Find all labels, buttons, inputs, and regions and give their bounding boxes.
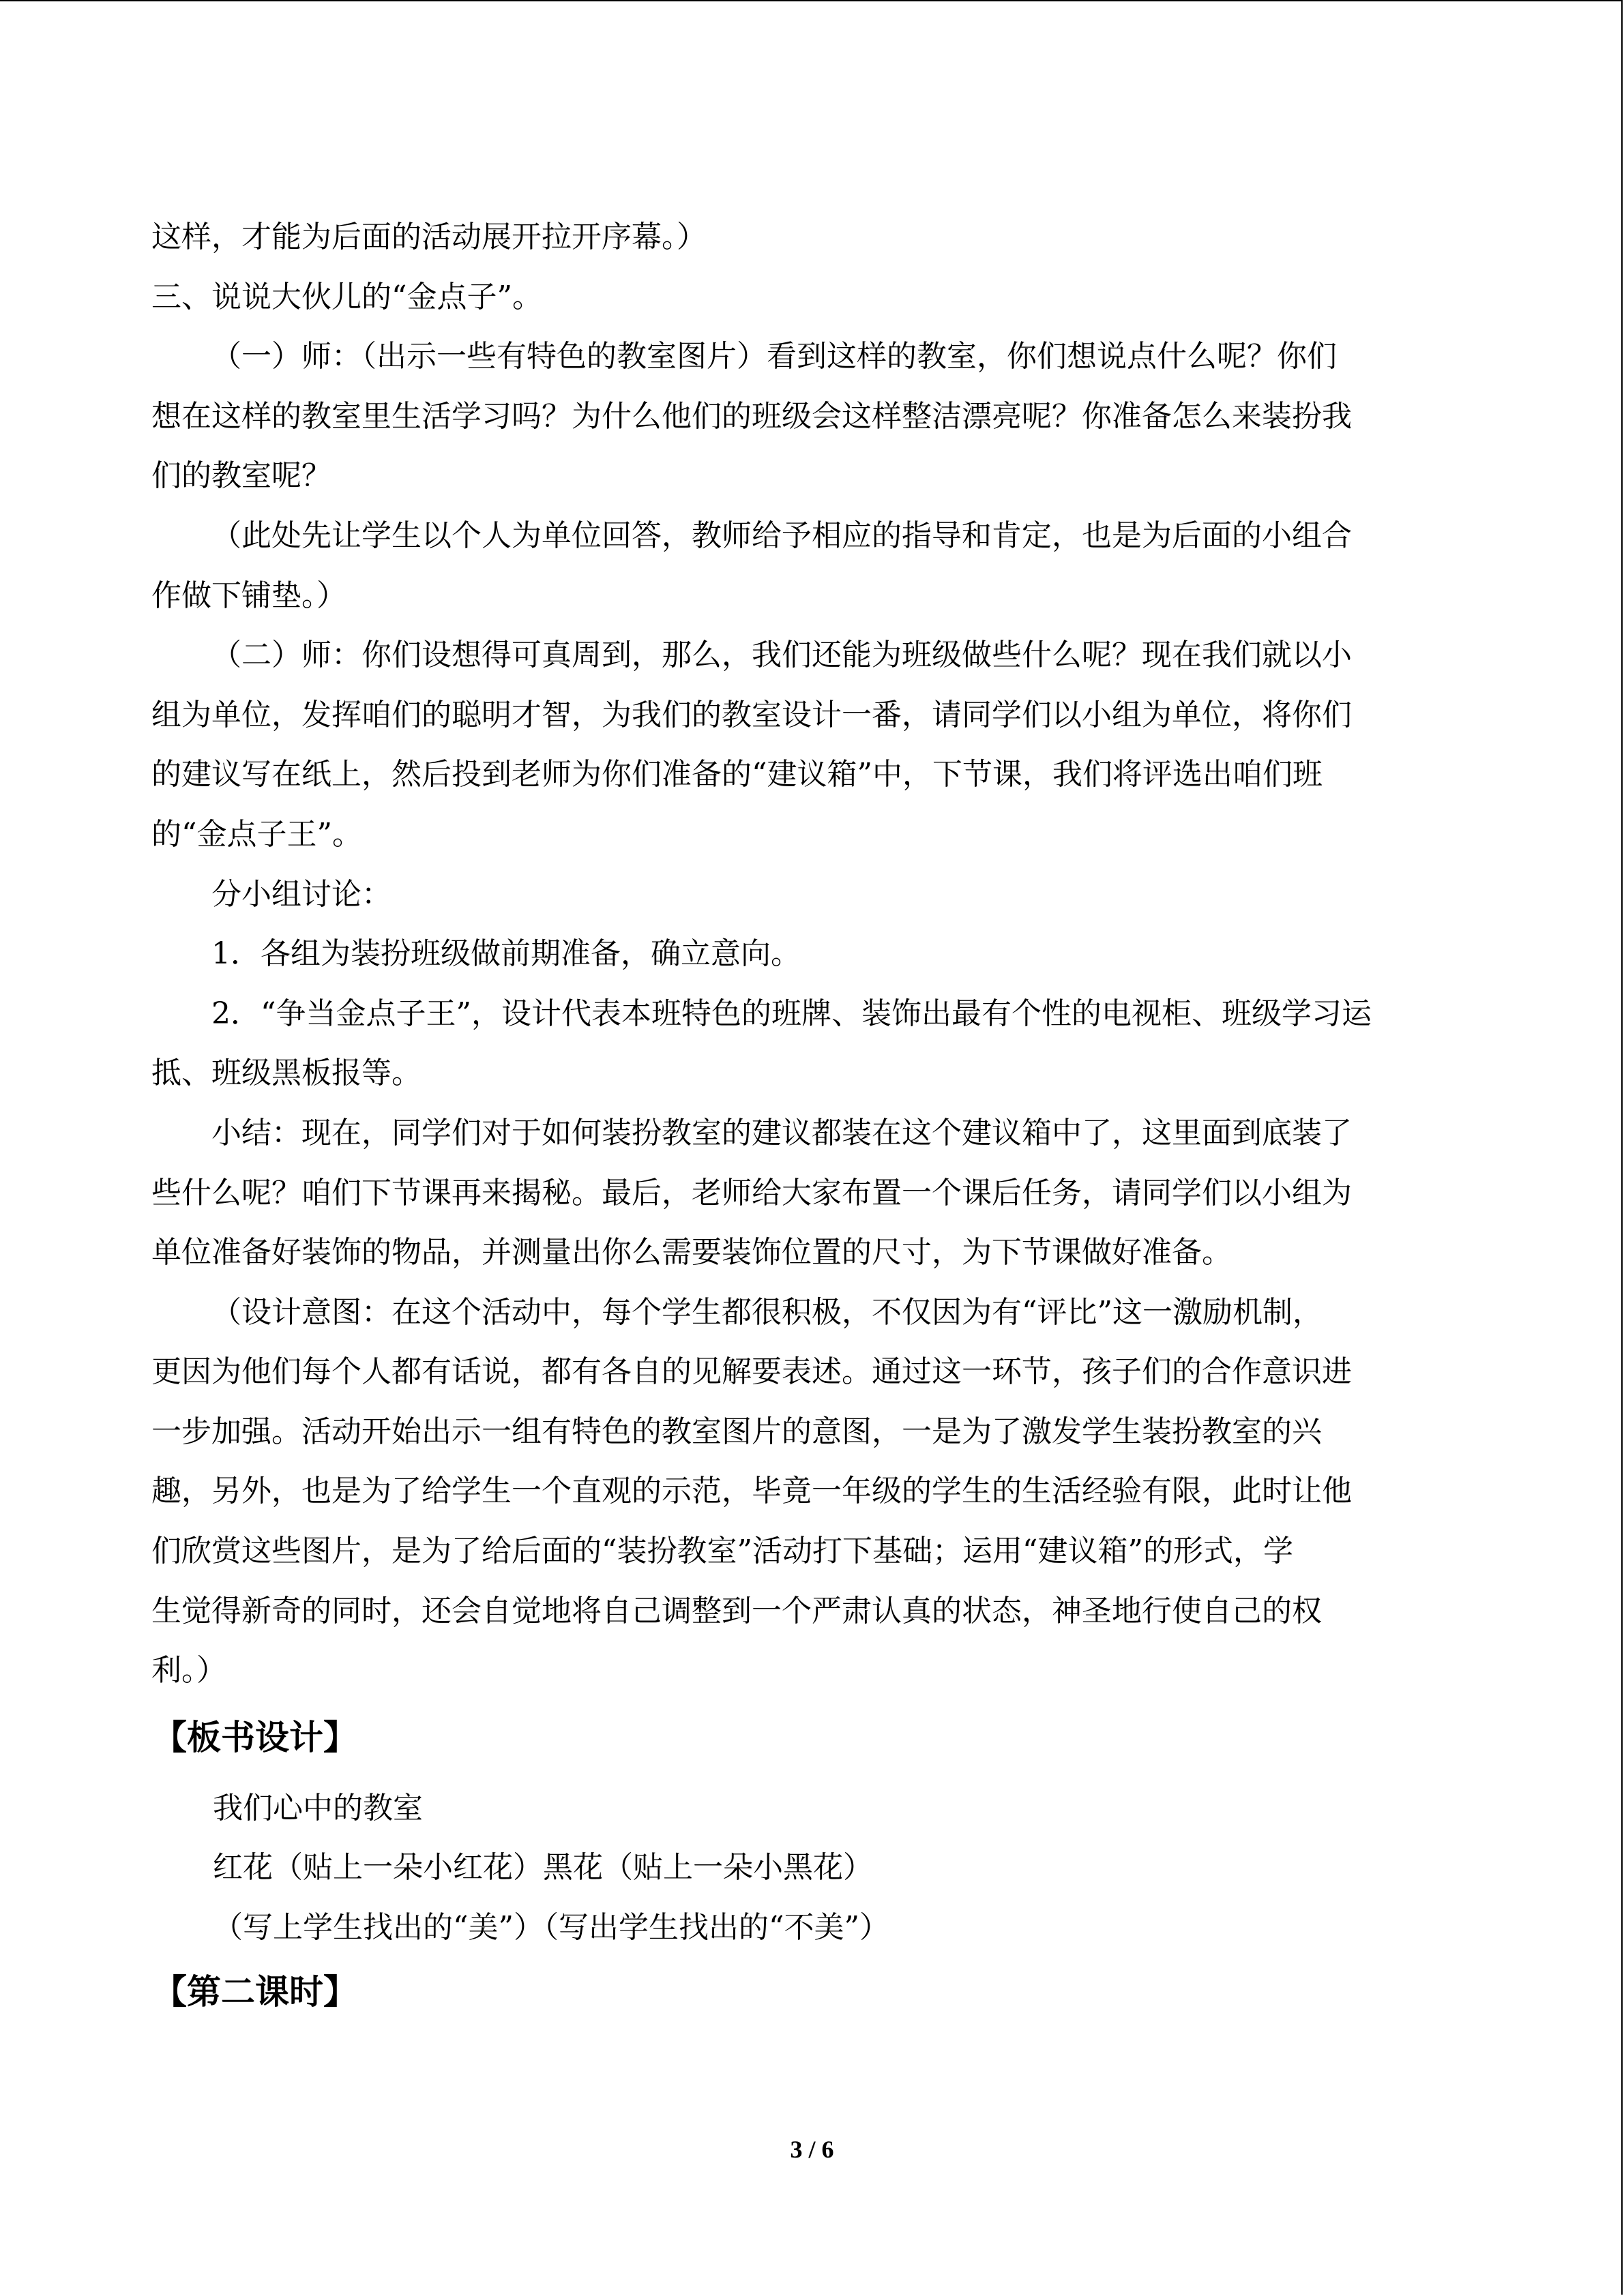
- text-line: 单位准备好装饰的物品，并测量出你么需要装饰位置的尺寸，为下节课做好准备。: [151, 1235, 1232, 1270]
- text-line: 分小组讨论：: [211, 876, 392, 912]
- paragraph: [151, 327, 1481, 506]
- text-line: 1．各组为装扮班级做前期准备，确立意向。: [211, 936, 801, 972]
- text-line: 作做下铺垫。）: [151, 578, 346, 613]
- text-line: 趣，另外，也是为了给学生一个直观的示范，毕竟一年级的学生的生活经验有限，此时让他: [151, 1474, 1352, 1509]
- text-line: （二）师：你们设想得可真周到，那么，我们还能为班级做些什么呢？现在我们就以小: [211, 638, 1352, 673]
- text-line: 更因为他们每个人都有话说，都有各自的见解要表述。通过这一环节，孩子们的合作意识进: [151, 1354, 1352, 1390]
- board-line: 我们心中的教室: [213, 1790, 423, 1825]
- text-line: 2．“争当金点子王”，设计代表本班特色的班牌、装饰出最有个性的电视柜、班级学习运: [211, 996, 1372, 1031]
- paragraph: [151, 984, 1481, 1103]
- text-line: （一）师：（出示一些有特色的教室图片）看到这样的教室，你们想说点什么呢？你们: [211, 339, 1337, 374]
- text-line: 们的教室呢？: [151, 458, 331, 494]
- board-design-heading: 【板书设计】: [153, 1717, 357, 1757]
- text-line: 些什么呢？咱们下节课再来揭秘。最后，老师给大家布置一个课后任务，请同学们以小组为: [151, 1175, 1352, 1210]
- text-line: 三、说说大伙儿的“金点子”。: [151, 279, 542, 314]
- paragraph: [151, 207, 1481, 267]
- text-line: 的“金点子王”。: [151, 816, 362, 852]
- text-line: 想在这样的教室里生活学习吗？为什么他们的班级会这样整洁漂亮呢？你准备怎么来装扮我: [151, 398, 1352, 434]
- text-line: 的建议写在纸上，然后投到老师为你们准备的“建议箱”中，下节课，我们将评选出咱们班: [151, 757, 1323, 792]
- text-line: 一步加强。活动开始出示一组有特色的教室图片的意图，一是为了激发学生装扮教室的兴: [151, 1414, 1322, 1449]
- text-line: 们欣赏这些图片，是为了给后面的“装扮教室”活动打下基础；运用“建议箱”的形式，学: [151, 1534, 1293, 1569]
- board-line: （写上学生找出的“美”）（写出学生找出的“不美”）: [213, 1910, 889, 1945]
- document-body: [151, 207, 1481, 2026]
- paragraph: [151, 267, 1481, 327]
- paragraph: [151, 865, 1481, 925]
- text-line: 小结：现在，同学们对于如何装扮教室的建议都装在这个建议箱中了，这里面到底装了: [211, 1115, 1352, 1150]
- text-line: （设计意图：在这个活动中，每个学生都很积极，不仅因为有“评比”这一激励机制，: [211, 1294, 1323, 1330]
- second-lesson-heading: 【第二课时】: [153, 1971, 357, 2012]
- board-design-content: [151, 1778, 1481, 1958]
- paragraph: [151, 924, 1481, 984]
- text-line: （此处先让学生以个人为单位回答，教师给予相应的指导和肯定，也是为后面的小组合: [211, 518, 1352, 553]
- paragraph: [151, 1283, 1481, 1701]
- paragraph: [151, 625, 1481, 864]
- text-line: 这样，才能为后面的活动展开拉开序幕。）: [151, 220, 707, 254]
- paragraph: [151, 1103, 1481, 1283]
- page-number: 3 / 6: [790, 2136, 834, 2163]
- paragraph: [151, 506, 1481, 625]
- text-line: 生觉得新奇的同时，还会自觉地将自己调整到一个严肃认真的状态，神圣地行使自己的权: [151, 1593, 1322, 1628]
- text-line: 抵、班级黑板报等。: [151, 1056, 422, 1091]
- text-line: 利。）: [151, 1653, 226, 1688]
- text-line: 组为单位，发挥咱们的聪明才智，为我们的教室设计一番，请同学们以小组为单位，将你们: [151, 697, 1352, 732]
- lesson-paragraphs: [151, 207, 1481, 1701]
- board-line: 红花（贴上一朵小红花）黑花（贴上一朵小黑花）: [213, 1850, 873, 1885]
